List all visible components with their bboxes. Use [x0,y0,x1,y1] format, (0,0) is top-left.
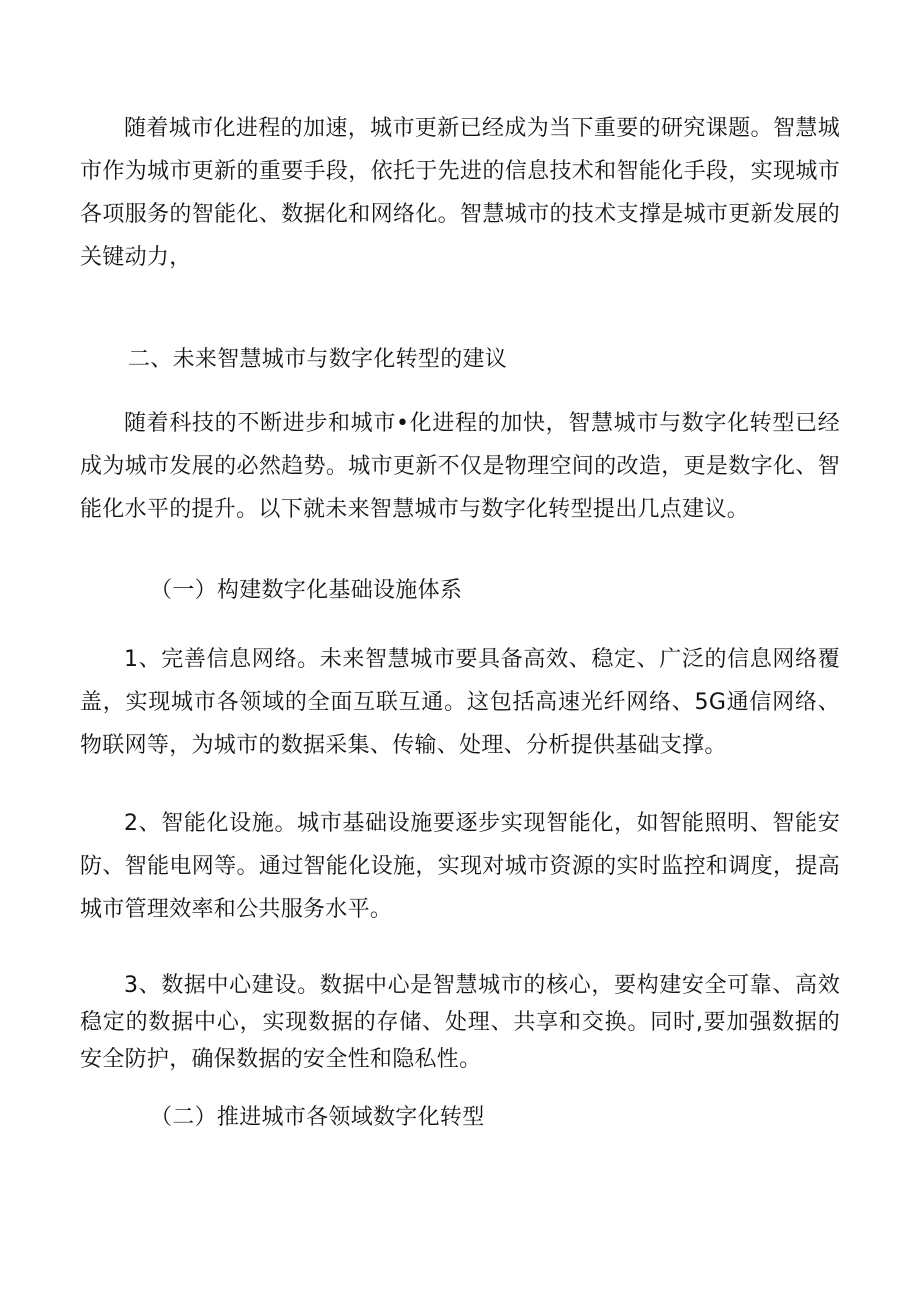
section-heading: 二、未来智慧城市与数字化转型的建议 [128,347,508,372]
subsection-2-heading: （二）推进城市各领域数字化转型 [150,1105,485,1130]
section-paragraph: 随着科技的不断进步和城市•化进程的加快，智慧城市与数字化转型已经成为城市发展的必然趋势。城市更新不仅是物理空间的改造，更是数字化、智能化水平的提升。以下就未来智慧城市与数字化转型提出几点建议。 [80,411,840,522]
list-item-3: 3、数据中心建设。数据中心是智慧城市的核心，要构建安全可靠、高效稳定的数据中心，实现数据的存储、处理、共享和交换。同时,要加强数据的安全防护，确保数据的安全性和隐私性。 [80,973,840,1072]
subsection-1-heading: （一）构建数字化基础设施体系 [150,578,463,603]
intro-paragraph: 随着城市化进程的加速，城市更新已经成为当下重要的研究课题。智慧城市作为城市更新的重要手段，依托于先进的信息技术和智能化手段，实现城市各项服务的智能化、数据化和网络化。智慧城市的技术支撑是城市更新发展的关键动力， [80,116,840,270]
list-item-1: 1、完善信息网络。未来智慧城市要具备高效、稳定、广泛的信息网络覆盖，实现城市各领域的全面互联互通。这包括高速光纤网络、5G通信网络、物联网等，为城市的数据采集、传输、处理、分析提供基础支撑。 [80,647,840,758]
list-item-2: 2、智能化设施。城市基础设施要逐步实现智能化，如智能照明、智能安防、智能电网等。通过智能化设施，实现对城市资源的实时监控和调度，提高城市管理效率和公共服务水平。 [80,811,840,922]
